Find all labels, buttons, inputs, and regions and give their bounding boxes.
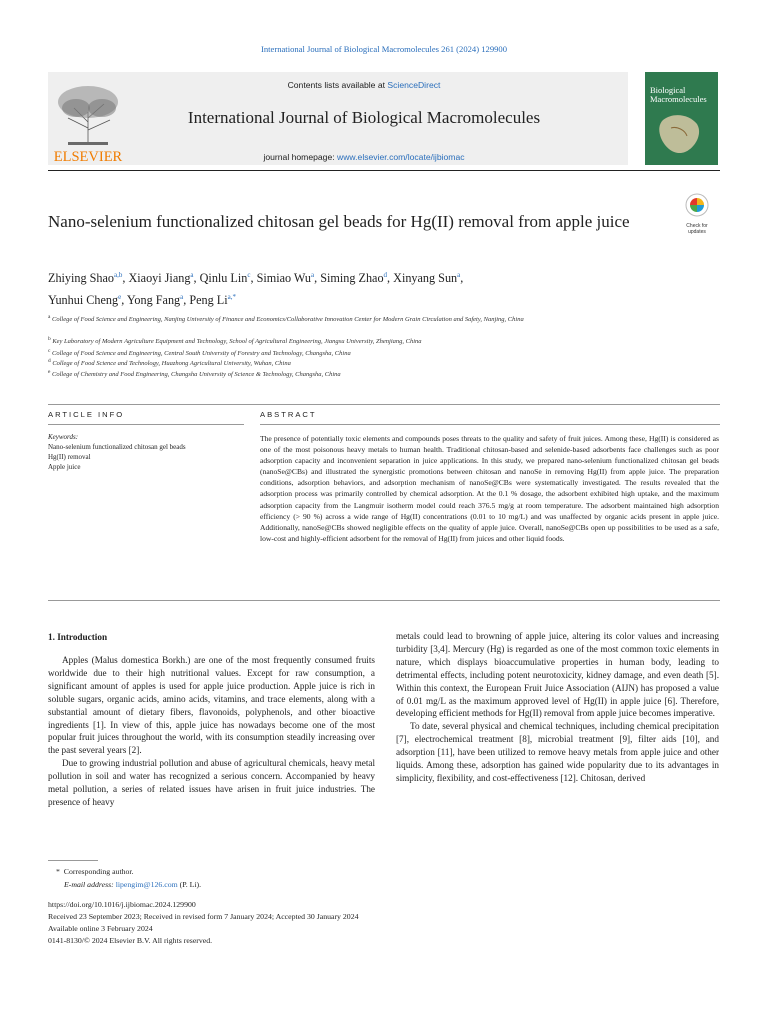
abstract-text: The presence of potentially toxic elements and compounds poses threats to the quality and safety of fruit juices. Among these, Hg(II) is considered as one of the most poisonous heavy metals to human health. Traditional chitosan-based and selenide-based adsorbents face challenges such as poor adsorption capacity and inconvenient separation in juice applications. In this study, we prepared nano-selenium functionalized chitosan gel beads (nanoSe@CBs) and illustrated the synergistic promotions between chitosan and nanoSe in removing Hg(II) from apple juice. The preparation conditions, adsorption behaviors, and adsorption mechanism of nanoSe@CBs were systematically investigated. The results revealed that the adsorption process was primarily controlled by chemical adsorption. At the 0.1 % dosage, the adsorbent exhibited high uptake, and the maximum adsorption capacity from the Langmuir isotherm model could reach 376.5 mg/g at room temperature. The adsorbent maintained high adsorption efficiency (> 90 %) across a wide range of Hg(II) concentrations (0.01 to 10 mg/L) and was unaffected by organic acids present in apple juice. Additionally, nanoSe@CBs showed negligible effects on the quality of apple juice. Overall, nanoSe@CBs open up possibilities to be used as a safe, low-cost and highly-efficient adsorbent for the removal of Hg(II) from juices and other liquid foods. — [260, 434, 719, 543]
affiliation-marker: b — [48, 336, 51, 342]
elsevier-logo — [48, 78, 128, 165]
copyright: 0141-8130/© 2024 Elsevier B.V. All rights reserved. — [48, 936, 213, 945]
author-affiliation-marker[interactable]: a — [311, 271, 315, 279]
affiliation-marker: a — [48, 314, 51, 320]
author-name[interactable]: Yunhui Cheng — [48, 293, 119, 308]
author-name[interactable]: Xinyang Sun — [393, 271, 458, 286]
available-online: Available online 3 February 2024 — [48, 924, 153, 933]
author-name[interactable]: Xiaoyi Jiang — [128, 271, 191, 286]
author-affiliation-marker[interactable]: e — [118, 293, 122, 302]
received-dates: Received 23 September 2023; Received in revised form 7 January 2024; Accepted 30 January 2024 — [48, 912, 359, 921]
affiliation — [48, 312, 708, 325]
publisher-logo-text: ELSEVIER — [53, 149, 123, 165]
homepage-link[interactable]: www.elsevier.com/locate/ijbiomac — [337, 152, 465, 162]
abstract-rule — [260, 424, 720, 425]
author-name[interactable]: Siming Zhao — [320, 271, 384, 286]
section-heading-introduction: 1. Introduction — [48, 632, 108, 642]
section-rule — [48, 404, 720, 405]
author-name[interactable]: Yong Fang — [126, 293, 181, 308]
header-rule — [48, 170, 720, 171]
journal-cover[interactable] — [645, 72, 718, 165]
article-info-rule — [48, 424, 244, 425]
affiliation-marker: d — [48, 358, 51, 364]
author-name[interactable]: Qinlu Lin — [199, 271, 248, 286]
journal-reference[interactable]: International Journal of Biological Macromolecules 261 (2024) 129900 — [260, 44, 508, 54]
affiliation-text: College of Food Science and Technology, Huazhong Agricultural University, Wuhan, China — [52, 360, 291, 368]
author-affiliation-marker[interactable]: d — [383, 271, 388, 279]
author-name[interactable]: Zhiying Shao — [48, 271, 115, 286]
paragraph: Due to growing industrial pollution and abuse of agricultural chemicals, heavy metal pollution in soil and water has recognized a serious concern. Accompanied by heavy metal pollution, a series of related issues have arisen in fruit juice industries. The presence of heavy — [48, 758, 375, 807]
paragraph: To date, several physical and chemical techniques, including chemical precipitation [7], electrochemical treatment [8], microbial treatment [9], filter aids [10], and adsorption [11], have been utilized to remove heavy metals from apple juice and other liquids. Among these, adsorption has gained wide popularity due to its advantages in simplicity, flexibility, and cost-effectiveness [12]. Chitosan, derived — [396, 721, 719, 783]
keywords-label: Keywords: — [48, 433, 79, 441]
email-link[interactable]: lipengim@126.com — [115, 880, 178, 889]
affiliation-text: College of Food Science and Engineering, Nanjing University of Finance and Economics/Collaborative Innovation Center for Modern Grain Circulation and Safety, Nanjing, China — [52, 316, 524, 324]
email-note: E-mail address: lipengim@126.com (P. Li). — [64, 880, 202, 889]
badge-text: Check for updates — [686, 223, 708, 235]
body-column-left — [48, 654, 375, 809]
corresponding-author-note: * Corresponding author. — [56, 867, 134, 876]
author-affiliation-marker[interactable]: c — [247, 271, 251, 279]
journal-title: International Journal of Biological Macromolecules — [187, 108, 541, 127]
affiliation-text: College of Food Science and Engineering, Central South University of Forestry and Technology, Changsha, China — [52, 350, 351, 358]
author-affiliation-marker[interactable]: a,* — [227, 293, 236, 302]
author-list: Zhiying Shao$^{a,b}$, Xiaoyi Jiang$^a$, Qinlu Lin$^c$, Simiao Wu$^a$, Siming Zhao$^d$, Xinyang Sun$^a$, Yunhui Cheng$^e$, Yong Fang$^a$, Peng $Li^{a,*}$ — [48, 271, 464, 308]
paragraph: Apples (Malus domestica Borkh.) are one of the most frequently consumed fruits worldwide due to their high nutritional values. Except for raw consumption, a significant amount of apples is used for apple juice production. Apple juice is rich in soluble sugars, organic acids, amino acids, vitamins, and trace elements, along with a substantial amount of dietary fibers, flavonoids, polyphenols, and other bioactive ingredients [1]. In view of this, apple juice has nowadays become one of the most popular fruit juices throughout the world, with its consumption steadily increasing over the past several years [2]. — [48, 655, 375, 756]
affiliation — [48, 367, 708, 380]
affiliation-text: Key Laboratory of Modern Agriculture Equipment and Technology, School of Agricultural Engineering, Jiangsu University, Zhenjiang, China — [52, 338, 422, 346]
paragraph: metals could lead to browning of apple juice, altering its color values and increasing turbidity [3,4]. Mercury (Hg) is regarded as one of the most common toxic elements in nature, which displays bioaccumulative properties in human body, leading to detrimental effects, including potent neurotoxicity, kidney damage, and even death [5]. Within this context, the European Fruit Juice Association (AIJN) has proposed a value of 0.01 mg/L as the maximum approved level of Hg(II) in apple juice [6]. Therefore, developing efficient methods for Hg(II) removal from apple juice becomes imperative. — [396, 631, 719, 719]
abstract-end-rule — [48, 600, 720, 601]
keyword: Hg(II) removal — [48, 453, 91, 461]
cover-title: Biological Macromolecules — [650, 85, 707, 104]
author-affiliation-marker[interactable]: a — [180, 293, 184, 302]
author-affiliation-marker[interactable]: a,b — [114, 271, 123, 279]
author-affiliation-marker[interactable]: a — [190, 271, 194, 279]
doi-link[interactable]: https://doi.org/10.1016/j.ijbiomac.2024.129900 — [48, 900, 196, 909]
sciencedirect-link[interactable]: ScienceDirect — [387, 80, 441, 90]
author-affiliation-marker[interactable]: a — [457, 271, 461, 279]
keyword: Nano-selenium functionalized chitosan gel beads — [48, 443, 186, 451]
check-for-updates-badge[interactable] — [680, 192, 714, 235]
article-title: Nano-selenium functionalized chitosan gel beads for Hg(II) removal from apple juice — [48, 212, 630, 231]
affiliation-marker: c — [48, 348, 51, 354]
body-column-right — [396, 630, 719, 785]
article-info-label: ARTICLE INFO — [48, 410, 125, 419]
abstract-label: ABSTRACT — [260, 410, 317, 419]
footnote-rule — [48, 860, 98, 861]
keywords-block — [48, 432, 238, 472]
affiliation-marker: e — [48, 369, 51, 375]
journal-homepage: journal homepage: www.elsevier.com/locate/ijbiomac — [263, 152, 465, 162]
affiliation-text: College of Chemistry and Food Engineering, Changsha University of Science & Technology, Changsha, China — [52, 371, 341, 379]
author-name[interactable]: Simiao Wu — [256, 271, 312, 286]
contents-line: Contents lists available at ScienceDirect — [287, 80, 441, 90]
author-name[interactable]: Peng Li — [189, 293, 228, 308]
keyword: Apple juice — [48, 463, 81, 471]
